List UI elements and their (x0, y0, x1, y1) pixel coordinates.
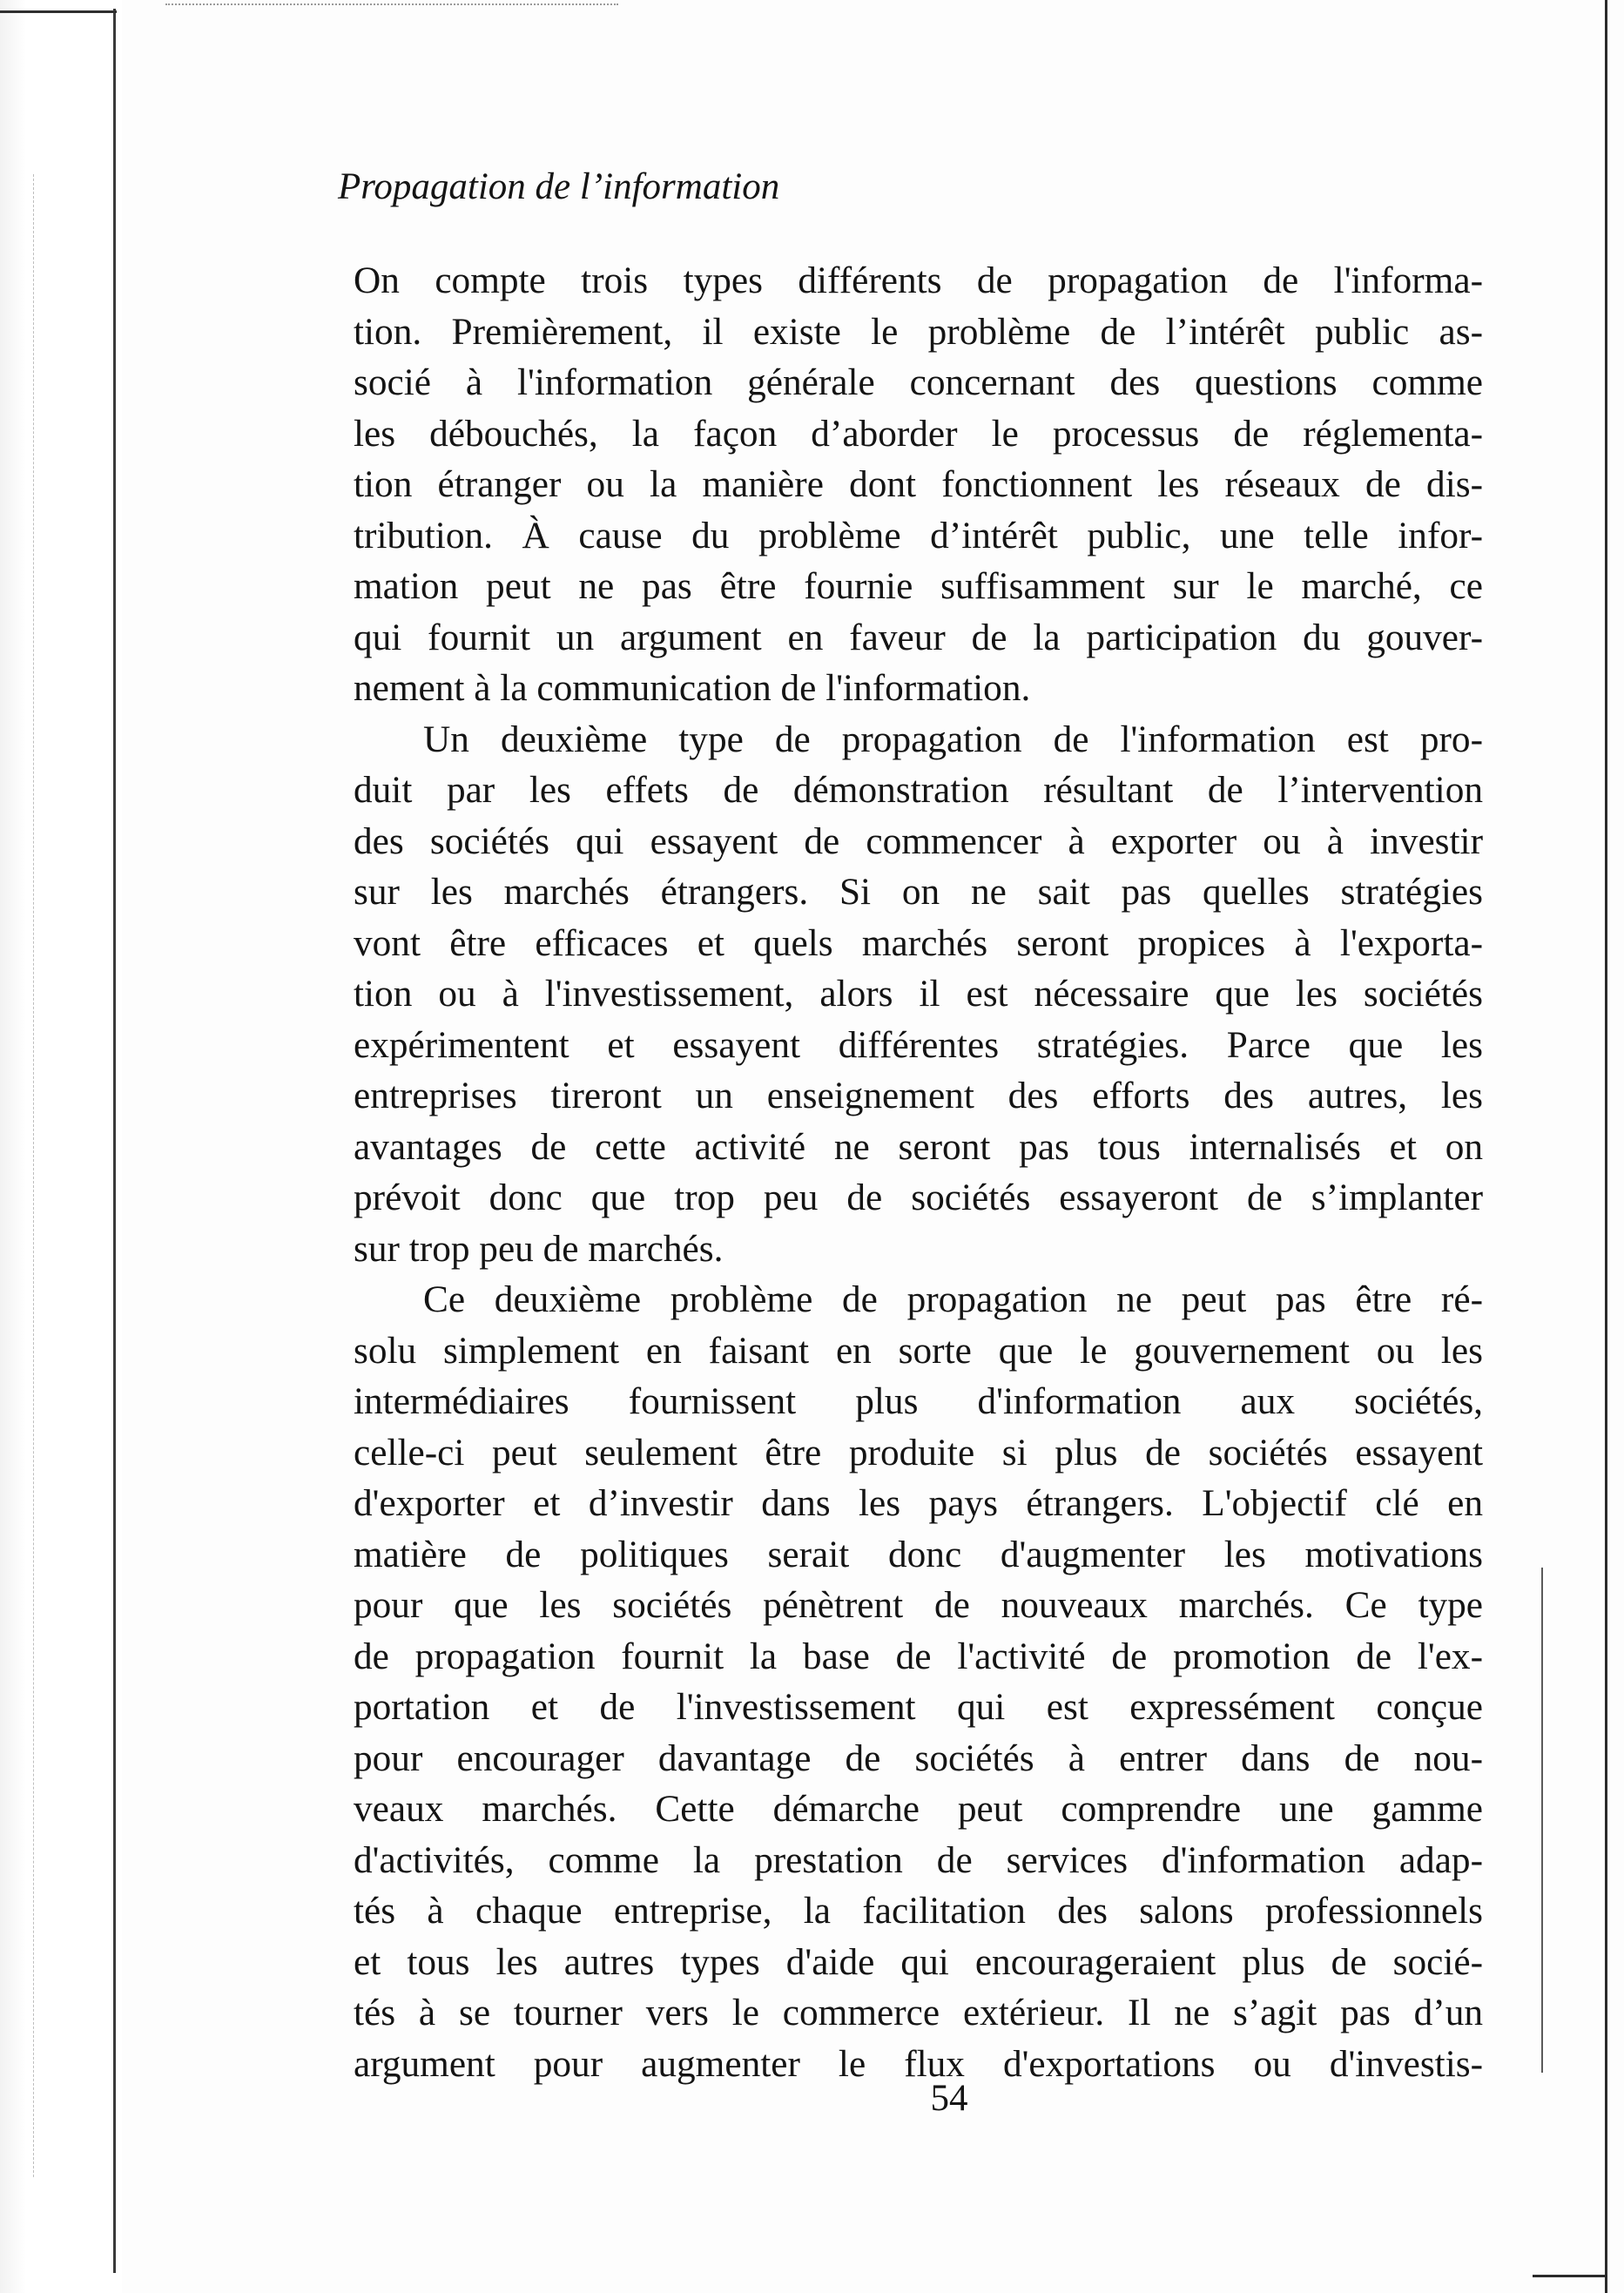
paragraph-3-line: pour que les sociétés pénètrent de nouveaux marchés. Ce type (354, 1584, 1483, 1626)
paragraph-1-line: tion étranger ou la manière dont fonctionnent les réseaux de dis- (354, 463, 1483, 505)
paragraph-2-line: duit par les effets de démonstration résultant de l’intervention (354, 769, 1483, 811)
running-head: Propagation de l’information (338, 166, 780, 207)
paragraph-3-line: et tous les autres types d'aide qui encourageraient plus de socié- (354, 1940, 1483, 1983)
top-scan-artifact (165, 3, 618, 6)
page-number: 54 (930, 2078, 968, 2119)
right-page-edge (1605, 0, 1607, 2293)
paragraph-3-line: d'activités, comme la prestation de services d'information adap- (354, 1838, 1483, 1881)
paragraph-2-line: avantages de cette activité ne seront pas tous internalisés et on (354, 1125, 1483, 1168)
left-scan-artifact (33, 174, 35, 2177)
bottom-right-edge (1533, 2275, 1606, 2277)
paragraph-3-line: matière de politiques serait donc d'augmenter les motivations (354, 1533, 1483, 1575)
paragraph-3-line: argument pour augmenter le flux d'exportations ou d'investis- (354, 2042, 1483, 2085)
paragraph-3-line: pour encourager davantage de sociétés à entrer dans de nou- (354, 1737, 1483, 1779)
paragraph-3-line: tés à chaque entreprise, la facilitation des salons professionnels (354, 1890, 1483, 1932)
paragraph-2-line: expérimentent et essayent différentes stratégies. Parce que les (354, 1023, 1483, 1066)
paragraph-2-line: tion ou à l'investissement, alors il est nécessaire que les sociétés (354, 973, 1483, 1015)
paragraph-2-line: Un deuxième type de propagation de l'information est pro- (423, 718, 1483, 760)
paragraph-3-line: de propagation fournit la base de l'activité de promotion de l'ex- (354, 1635, 1483, 1677)
paragraph-2-line: entreprises tireront un enseignement des efforts des autres, les (354, 1075, 1483, 1116)
paragraph-1-line: On compte trois types différents de propagation de l'informa- (354, 260, 1483, 301)
paragraph-1-line: nement à la communication de l'information. (354, 667, 1031, 709)
paragraph-3-line: Ce deuxième problème de propagation ne peut pas être ré- (423, 1278, 1483, 1320)
paragraph-1-line: tion. Premièrement, il existe le problème de l’intérêt public as- (354, 310, 1483, 353)
paragraph-3-line: d'exporter et d’investir dans les pays étrangers. L'objectif clé en (354, 1482, 1483, 1524)
paragraph-3-line: solu simplement en faisant en sorte que le gouvernement ou les (354, 1329, 1483, 1372)
paragraph-3-line: portation et de l'investissement qui est expressément conçue (354, 1686, 1483, 1728)
paragraph-2-line: des sociétés qui essayent de commencer à exporter ou à investir (354, 819, 1483, 862)
paragraph-3-line: intermédiaires fournissent plus d'information aux sociétés, (354, 1380, 1483, 1422)
paragraph-2-line: prévoit donc que trop peu de sociétés essayeront de s’implanter (354, 1177, 1483, 1218)
paragraph-2-line: sur les marchés étrangers. Si on ne sait pas quelles stratégies (354, 871, 1483, 913)
paragraph-1-line: tribution. À cause du problème d’intérêt public, une telle infor- (354, 514, 1483, 556)
body-text (354, 255, 1483, 2089)
paragraph-3-line: celle-ci peut seulement être produite si plus de sociétés essayent (354, 1431, 1483, 1474)
paragraph-1-line: qui fournit un argument en faveur de la participation du gouver- (354, 616, 1483, 658)
top-left-edge (0, 10, 117, 13)
paragraph-1-line: les débouchés, la façon d’aborder le processus de réglementa- (354, 412, 1483, 455)
left-page-edge (113, 9, 116, 2273)
paragraph-2-line: sur trop peu de marchés. (354, 1227, 724, 1270)
paragraph-3-line: veaux marchés. Cette démarche peut comprendre une gamme (354, 1788, 1483, 1830)
paragraph-2-line: vont être efficaces et quels marchés seront propices à l'exporta- (354, 921, 1483, 964)
paragraph-3-line: tés à se tourner vers le commerce extérieur. Il ne s’agit pas d’un (354, 1992, 1483, 2033)
binding-shadow (0, 0, 122, 2293)
paragraph-1-line: mation peut ne pas être fournie suffisamment sur le marché, ce (354, 565, 1483, 607)
right-margin-mark (1541, 1568, 1543, 2073)
paragraph-1-line: socié à l'information générale concernant des questions comme (354, 361, 1483, 403)
